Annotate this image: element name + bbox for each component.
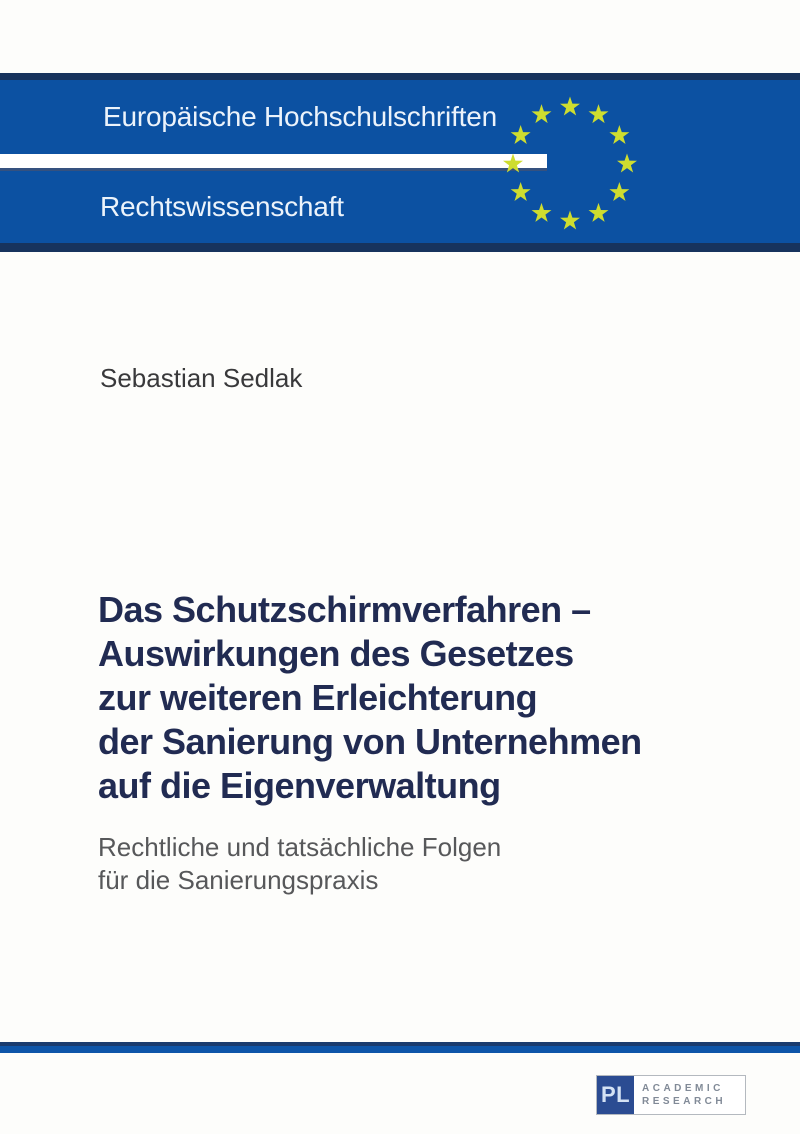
book-title-line: Das Schutzschirmverfahren – [98,589,591,630]
eu-star-icon [560,211,580,230]
book-title-line: auf die Eigenverwaltung [98,765,501,806]
book-title-line: Auswirkungen des Gesetzes [98,633,574,674]
series-title: Europäische Hochschulschriften [103,101,497,132]
footer-rule [0,1042,800,1053]
eu-star-icon [532,203,552,222]
publisher-wordmark-line2: RESEARCH [642,1096,727,1107]
book-subtitle-line: Rechtliche und tatsächliche Folgen [98,832,502,862]
book-title-line: zur weiteren Erleichterung [98,677,538,718]
publisher-initials: PL [597,1076,634,1114]
book-subtitle [98,831,501,897]
publisher-logo [596,1075,746,1115]
eu-star-icon [617,154,637,173]
series-divider [0,154,547,171]
book-title [98,588,642,808]
eu-star-icon [589,104,609,123]
eu-star-icon [589,203,609,222]
eu-star-icon [503,154,523,173]
eu-star-icon [560,97,580,116]
eu-star-icon [511,125,531,144]
eu-stars-logo [485,79,655,249]
series-band [0,73,800,252]
book-subtitle-line: für die Sanierungspraxis [98,865,379,895]
publisher-wordmark [634,1076,745,1114]
book-title-line: der Sanierung von Unternehmen [98,721,642,762]
eu-star-icon [609,182,629,201]
eu-star-icon [511,182,531,201]
series-subject: Rechtswissenschaft [100,191,344,222]
eu-star-icon [609,125,629,144]
publisher-wordmark-line1: ACADEMIC [642,1083,724,1094]
author-name: Sebastian Sedlak [100,363,303,393]
eu-star-icon [532,104,552,123]
